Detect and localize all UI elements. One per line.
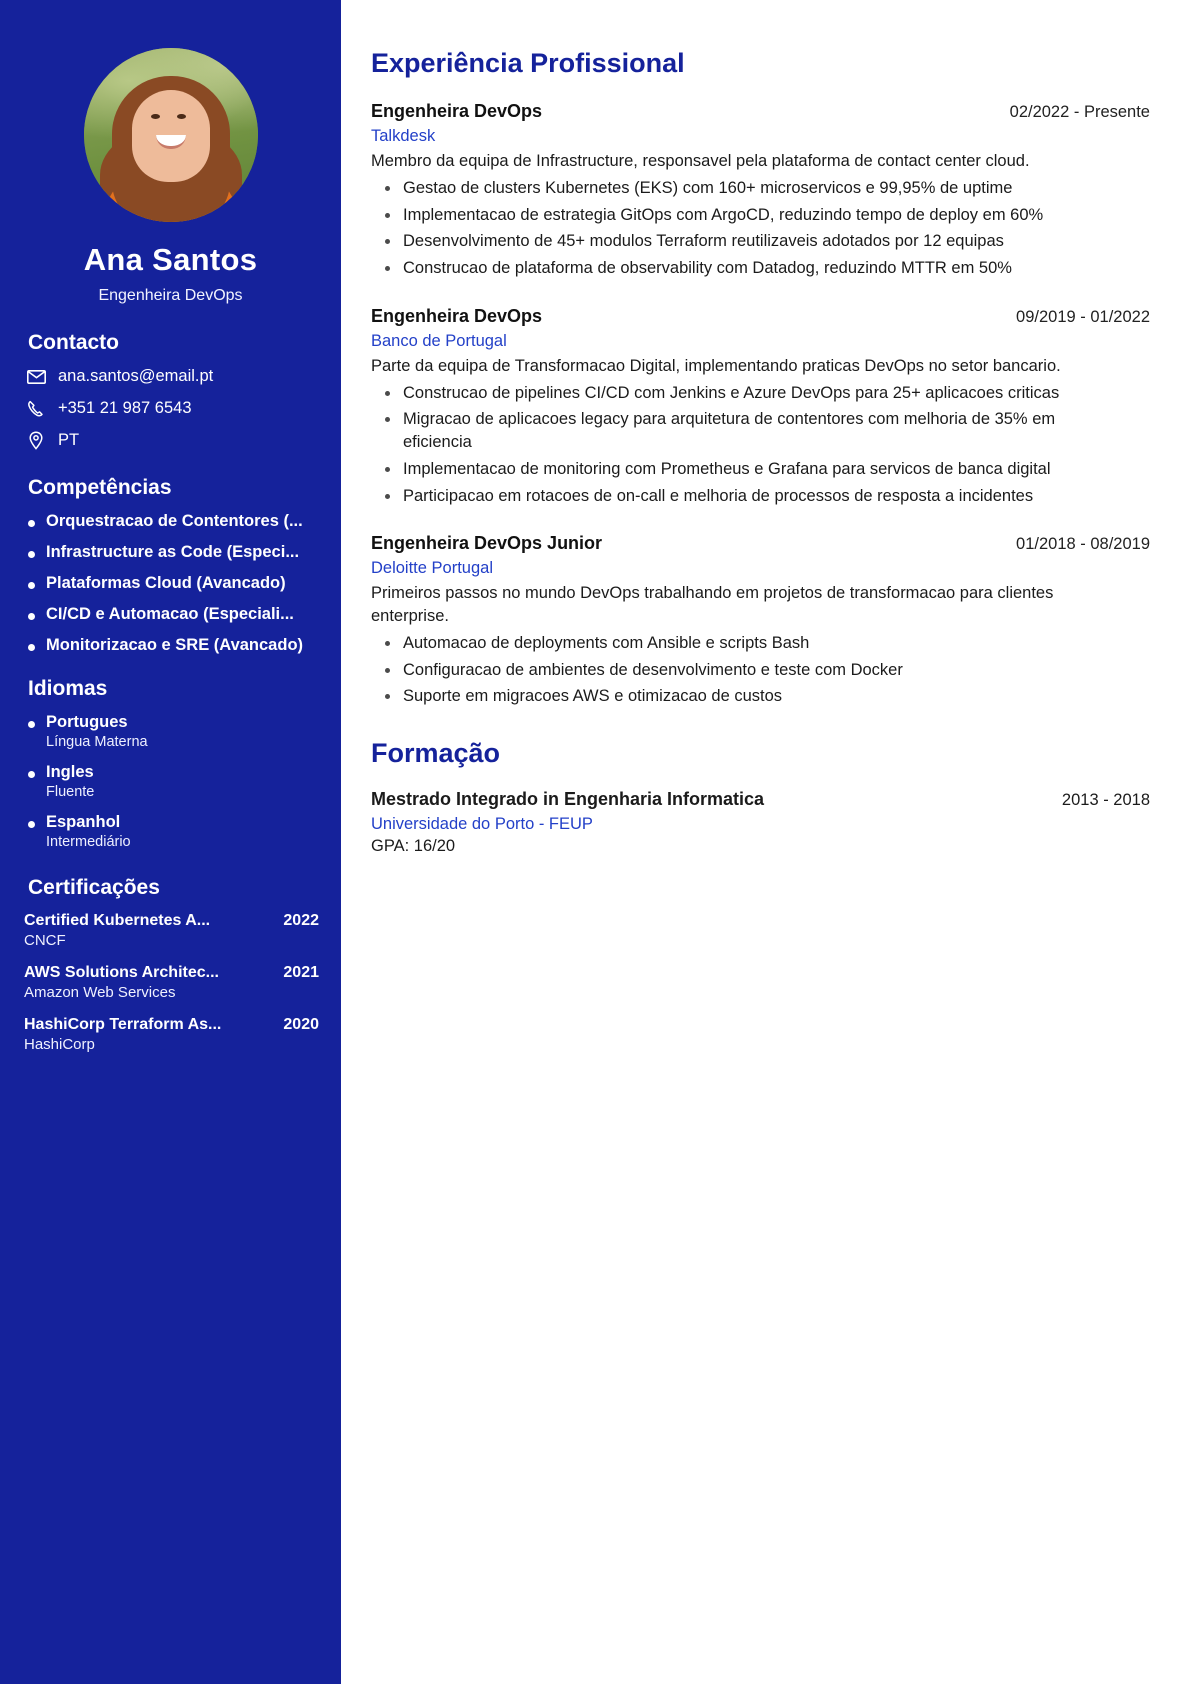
bullet-dot-icon: [28, 644, 35, 651]
language-name: Ingles: [46, 763, 94, 781]
language-item: [22, 813, 319, 850]
language-level: Fluente: [46, 784, 95, 800]
education-heading: Formação: [371, 738, 501, 769]
certification-year: 2022: [283, 912, 319, 929]
job-title: Engenheira DevOps: [371, 305, 543, 326]
contact-phone: [22, 399, 319, 418]
avatar-container: [22, 0, 319, 222]
contact-location-text: PT: [58, 431, 80, 449]
skill-label: Monitorizacao e SRE (Avancado): [46, 636, 304, 654]
certification-item: [22, 964, 319, 1001]
skill-item: [22, 636, 319, 655]
job-task: Participacao em rotacoes de on-call e melhoria de processos de resposta a incidentes: [371, 485, 1071, 508]
job-dates: 01/2018 - 08/2019: [1016, 535, 1150, 554]
certification-name: AWS Solutions Architec...: [24, 964, 219, 981]
contact-heading: Contacto: [28, 331, 119, 354]
job-company: Banco de Portugal: [371, 331, 507, 350]
bullet-dot-icon: [28, 771, 35, 778]
main-content: [341, 0, 1190, 1684]
language-name: Portugues: [46, 713, 128, 731]
skill-label: Infrastructure as Code (Especi...: [46, 543, 300, 561]
certification-org: Amazon Web Services: [24, 984, 176, 1001]
job-task-list: [371, 632, 1150, 708]
certification-item: [22, 1016, 319, 1053]
language-level: Língua Materna: [46, 734, 148, 750]
bullet-dot-icon: [28, 821, 35, 828]
job-title: Engenheira DevOps: [371, 101, 543, 121]
certification-year: 2020: [283, 1016, 319, 1033]
education-dates: 2013 - 2018: [1061, 791, 1150, 810]
location-pin-icon: [26, 431, 46, 450]
language-item: [22, 763, 319, 800]
skill-label: Plataformas Cloud (Avancado): [46, 574, 286, 592]
profile-name: Ana Santos: [83, 242, 258, 277]
experience-item: [371, 306, 1150, 508]
skills-heading: Competências: [28, 476, 172, 499]
skill-item: [22, 543, 319, 562]
skill-item: [22, 574, 319, 593]
phone-icon: [26, 400, 46, 418]
skill-item: [22, 605, 319, 624]
job-description: Membro da equipa de Infrastructure, responsavel pela plataforma de contact center cloud.: [371, 152, 1030, 170]
language-item: [22, 713, 319, 750]
certification-item: [22, 912, 319, 949]
job-task: Configuracao de ambientes de desenvolvimento e teste com Docker: [371, 659, 1071, 682]
bullet-dot-icon: [28, 582, 35, 589]
bullet-dot-icon: [28, 613, 35, 620]
sidebar: [0, 0, 341, 1684]
profile-role: Engenheira DevOps: [98, 287, 243, 304]
language-name: Espanhol: [46, 813, 121, 831]
job-task: Desenvolvimento de 45+ modulos Terraform reutilizaveis adotados por 12 equipas: [371, 230, 1071, 253]
experience-heading: Experiência Profissional: [371, 48, 685, 78]
bullet-dot-icon: [28, 520, 35, 527]
skill-item: [22, 512, 319, 531]
job-dates: 09/2019 - 01/2022: [1016, 307, 1150, 326]
job-task: Suporte em migracoes AWS e otimizacao de custos: [371, 685, 1071, 708]
education-school: Universidade do Porto - FEUP: [371, 815, 593, 834]
job-task: Automacao de deployments com Ansible e scripts Bash: [371, 632, 1071, 655]
envelope-icon: [26, 370, 46, 384]
certification-name: HashiCorp Terraform As...: [24, 1016, 222, 1033]
job-dates: 02/2022 - Presente: [1009, 103, 1150, 121]
job-task: Gestao de clusters Kubernetes (EKS) com 160+ microservicos e 99,95% de uptime: [371, 177, 1071, 200]
experience-item: [371, 101, 1150, 280]
contact-email: [22, 367, 319, 386]
skill-label: CI/CD e Automacao (Especiali...: [46, 605, 294, 623]
skill-label: Orquestracao de Contentores (...: [46, 512, 303, 530]
job-task-list: [371, 382, 1150, 508]
contact-phone-text: +351 21 987 6543: [58, 399, 192, 417]
job-task-list: [371, 177, 1150, 280]
certification-name: Certified Kubernetes A...: [24, 912, 211, 929]
education-degree: Mestrado Integrado in Engenharia Informatica: [371, 789, 765, 810]
experience-item: [371, 533, 1150, 708]
language-level: Intermediário: [46, 834, 131, 850]
bullet-dot-icon: [28, 551, 35, 558]
job-description: Parte da equipa de Transformacao Digital, implementando praticas DevOps no setor bancario.: [371, 356, 1061, 375]
education-item: [371, 789, 1150, 856]
bullet-dot-icon: [28, 721, 35, 728]
certification-org: CNCF: [24, 932, 66, 949]
certification-year: 2021: [283, 964, 319, 981]
languages-heading: Idiomas: [28, 677, 108, 700]
job-task: Migracao de aplicacoes legacy para arquitetura de contentores com melhoria de 35% em eficiencia: [371, 408, 1071, 454]
job-company: Deloitte Portugal: [371, 559, 493, 578]
education-gpa: GPA: 16/20: [371, 837, 456, 856]
job-task: Construcao de pipelines CI/CD com Jenkins e Azure DevOps para 25+ aplicacoes criticas: [371, 382, 1071, 405]
job-company: Talkdesk: [371, 127, 436, 145]
certifications-heading: Certificações: [28, 876, 160, 899]
job-task: Construcao de plataforma de observability com Datadog, reduzindo MTTR em 50%: [371, 257, 1071, 280]
contact-email-text: ana.santos@email.pt: [58, 367, 214, 385]
contact-location: [22, 431, 319, 450]
job-title: Engenheira DevOps Junior: [371, 533, 603, 554]
certification-org: HashiCorp: [24, 1036, 95, 1053]
job-task: Implementacao de monitoring com Prometheus e Grafana para servicos de banca digital: [371, 458, 1071, 481]
job-task: Implementacao de estrategia GitOps com ArgoCD, reduzindo tempo de deploy em 60%: [371, 204, 1071, 227]
avatar: [84, 48, 258, 222]
job-description: Primeiros passos no mundo DevOps trabalhando em projetos de transformacao para clientes enterprise.: [371, 584, 1054, 626]
